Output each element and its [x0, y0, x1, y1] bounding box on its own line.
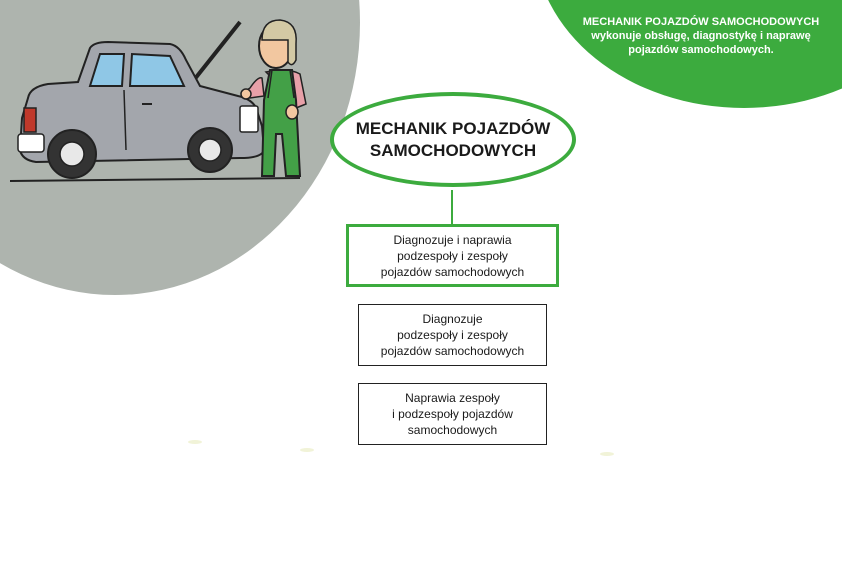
main-task-text: [381, 232, 524, 280]
main-task-line: Diagnozuje i naprawia: [393, 232, 512, 247]
info-panel-title: MECHANIK POJAZDÓW SAMOCHODOWYCH: [582, 16, 820, 28]
car-icon: [10, 22, 300, 181]
task-diagnose-line: podzespoły i zespoły: [397, 328, 508, 342]
task-box-repair: [358, 383, 547, 445]
decorative-speck: [300, 448, 314, 452]
diagram-title: [356, 118, 551, 162]
title-ellipse: [330, 92, 576, 187]
main-task-box: [346, 224, 559, 287]
task-box-diagnose: [358, 304, 547, 366]
info-panel-line: wykonuje obsługę, diagnostykę i naprawę: [591, 30, 811, 42]
task-repair-line: i podzespoły pojazdów: [392, 407, 513, 421]
task-diagnose-line: pojazdów samochodowych: [380, 344, 525, 358]
main-task-line: podzespoły i zespoły: [397, 248, 508, 263]
info-panel-line: pojazdów samochodowych.: [628, 44, 774, 56]
diagram-title-line: MECHANIK POJAZDÓW: [355, 118, 551, 138]
main-task-line: pojazdów samochodowych: [380, 264, 525, 279]
task-diagnose-text: [381, 311, 524, 359]
info-panel-text: [578, 15, 824, 57]
task-diagnose-line: Diagnozuje: [422, 312, 483, 326]
task-repair-text: [392, 390, 513, 438]
mechanic-car-illustration: [0, 0, 360, 200]
decorative-speck: [188, 440, 202, 444]
connector-line: [451, 190, 453, 225]
task-repair-line: samochodowych: [407, 423, 498, 437]
task-repair-line: Naprawia zespoły: [405, 391, 500, 405]
diagram-title-line: SAMOCHODOWYCH: [369, 140, 537, 160]
decorative-speck: [600, 452, 614, 456]
